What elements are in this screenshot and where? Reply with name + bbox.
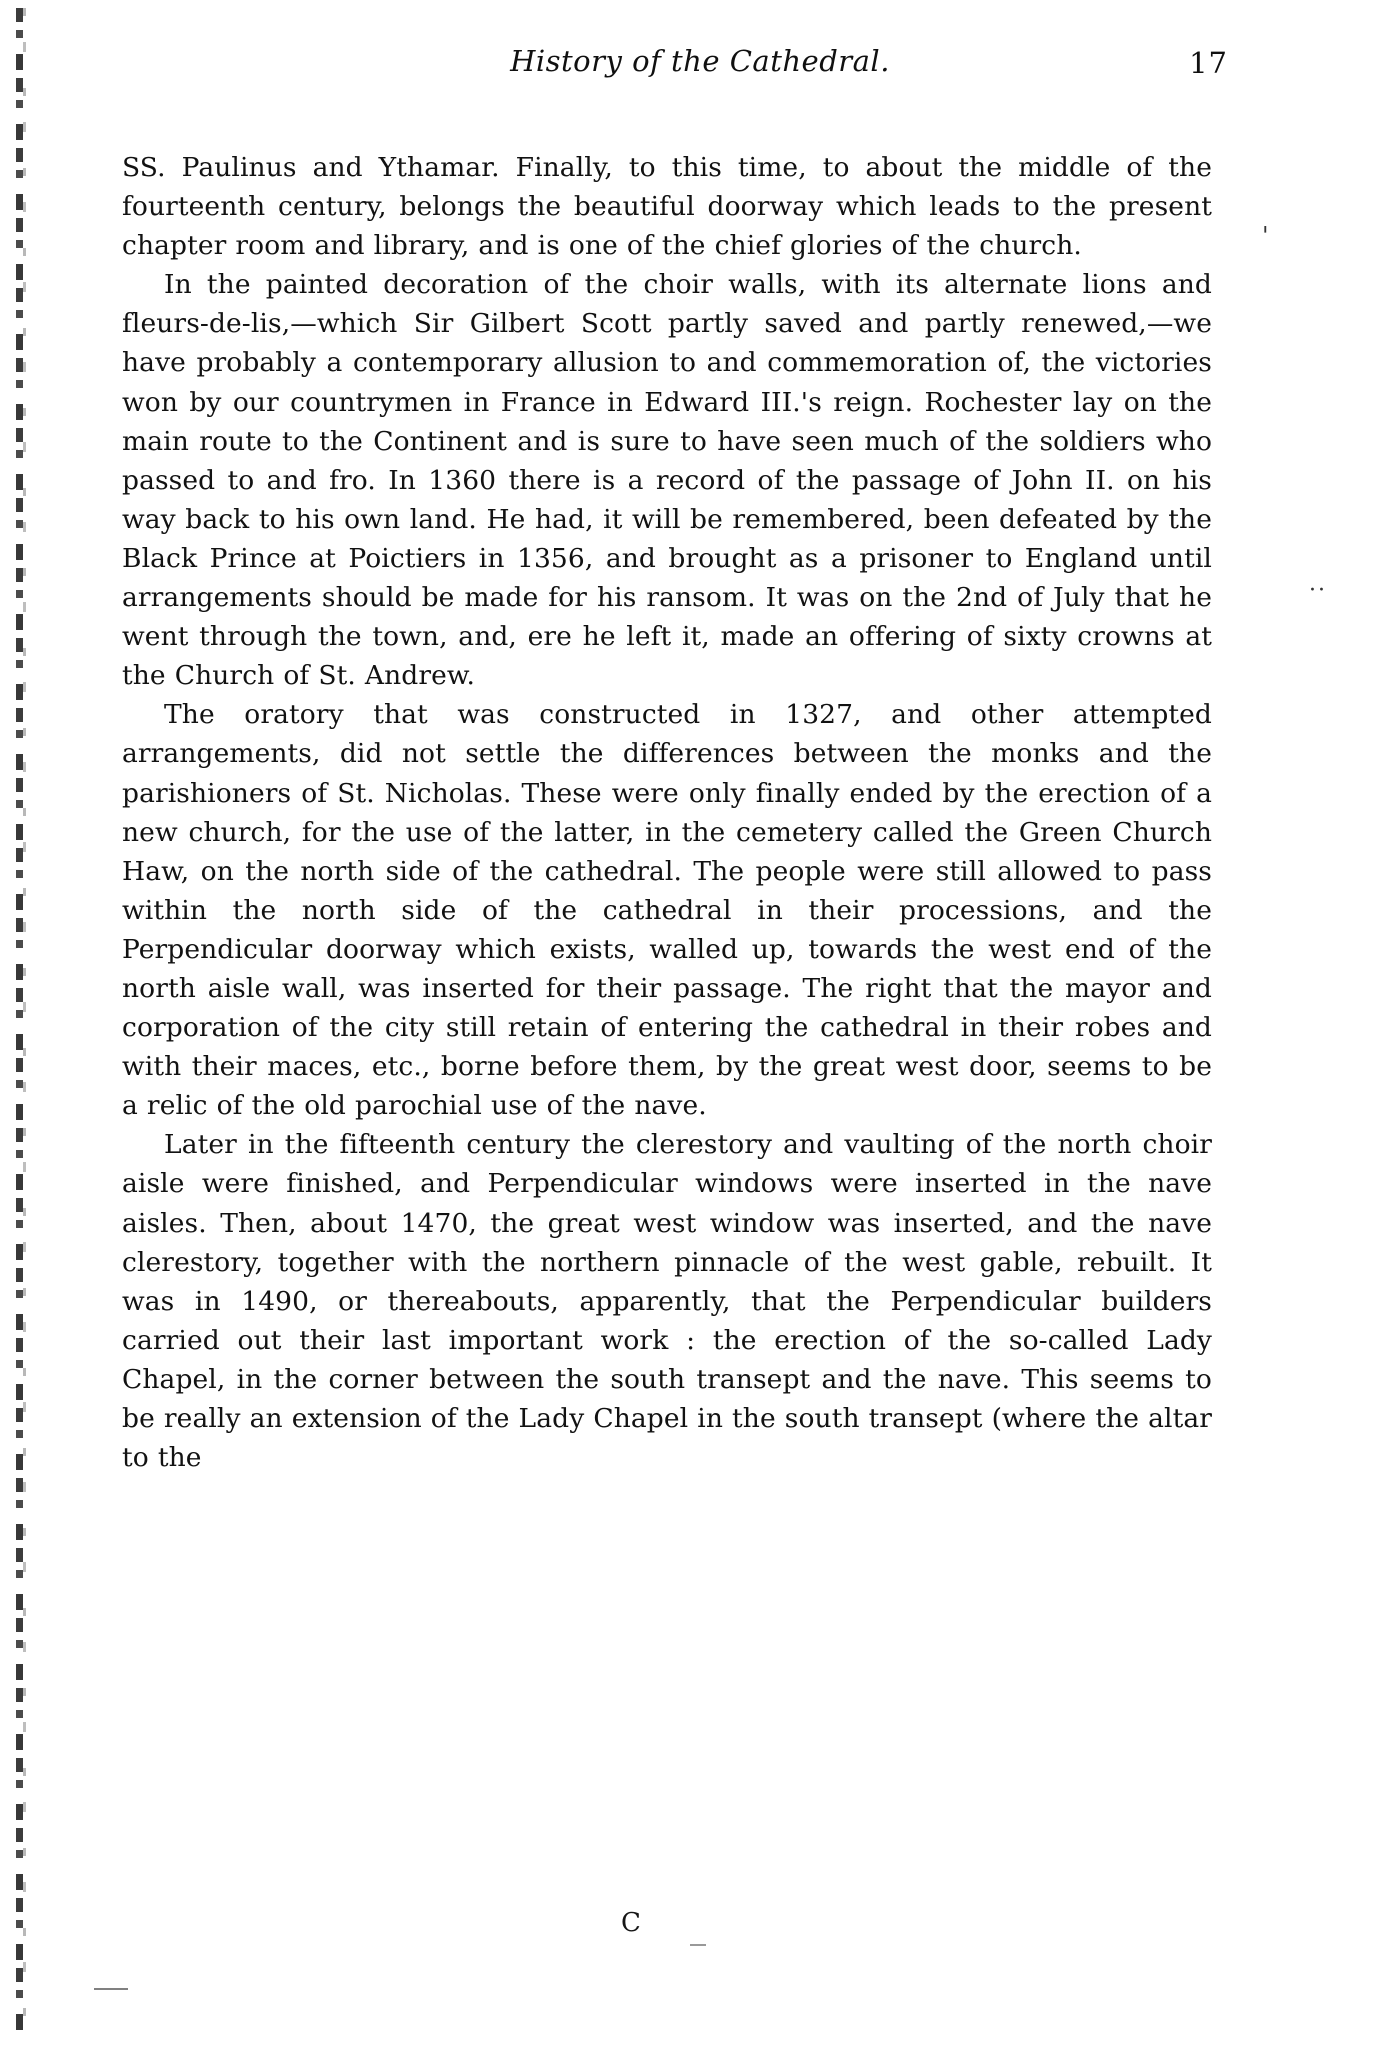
- paragraph-1: SS. Paulinus and Ythamar. Finally, to this time, to about the middle of the fourteenth century, belongs the beautiful doorway which leads to the present chapter room and library, and is one of the chief glories of the church.: [122, 152, 1212, 262]
- running-head-title: History of the Cathedral.: [510, 44, 890, 78]
- body-text-block: [122, 148, 1212, 1477]
- page-number: 17: [1189, 46, 1228, 80]
- signature-mark: C: [621, 1908, 642, 1938]
- paragraph-3: The oratory that was constructed in 1327, and other attempted arrangements, did not settle the differences between the monks and the parishioners of St. Nicholas. These were only finally ended by the erection of a new church, for the use of the latter, in the cemetery called the Green Church Haw, on the north side of the cathedral. The people were still allowed to pass within the north side of the cathedral in their processions, and the Perpendicular doorway which exists, walled up, towards the west end of the north aisle wall, was inserted for their passage. The right that the mayor and corporation of the city still retain of entering the cathedral in their robes and with their maces, etc., borne before them, by the great west door, seems to be a relic of the old parochial use of the nave.: [122, 699, 1212, 1122]
- binding-edge-artifact-secondary: [23, 8, 26, 2038]
- running-head: [120, 44, 1280, 92]
- paragraph-4: Later in the fifteenth century the clerestory and vaulting of the north choir aisle were finished, and Perpendicular windows were inserted in the nave aisles. Then, about 1470, the great west window was inserted, and the nave clerestory, together with the northern pinnacle of the west gable, rebuilt. It was in 1490, or thereabouts, apparently, that the Perpendicular builders carried out their last important work : the erection of the so-called Lady Chapel, in the corner between the south transept and the nave. This seems to be really an extension of the Lady Chapel in the south transept (where the altar to the: [122, 1129, 1212, 1474]
- scan-speck-near-signature: [690, 1944, 706, 1946]
- binding-edge-artifact: [16, 8, 23, 2038]
- scan-speck-mark: ': [1262, 222, 1269, 250]
- signature-mark-row: [0, 1908, 1387, 1938]
- paragraph-2: In the painted decoration of the choir walls, with its alternate lions and fleurs-de-lis,—which Sir Gilbert Scott partly saved and partly renewed,—we have probably a contemporary allusion to and commemoration of, the victories won by our countrymen in France in Edward III.'s reign. Rochester lay on the main route to the Continent and is sure to have seen much of the soldiers who passed to and fro. In 1360 there is a record of the passage of John II. on his way back to his own land. He had, it will be remembered, been defeated by the Black Prince at Poictiers in 1356, and brought as a prisoner to England until arrangements should be made for his ransom. It was on the 2nd of July that he went through the town, and, ere he left it, made an offering of sixty crowns at the Church of St. Andrew.: [122, 269, 1212, 692]
- scan-speck-lower-left: [94, 1988, 128, 1990]
- scan-speck-dots: ··: [1309, 578, 1327, 603]
